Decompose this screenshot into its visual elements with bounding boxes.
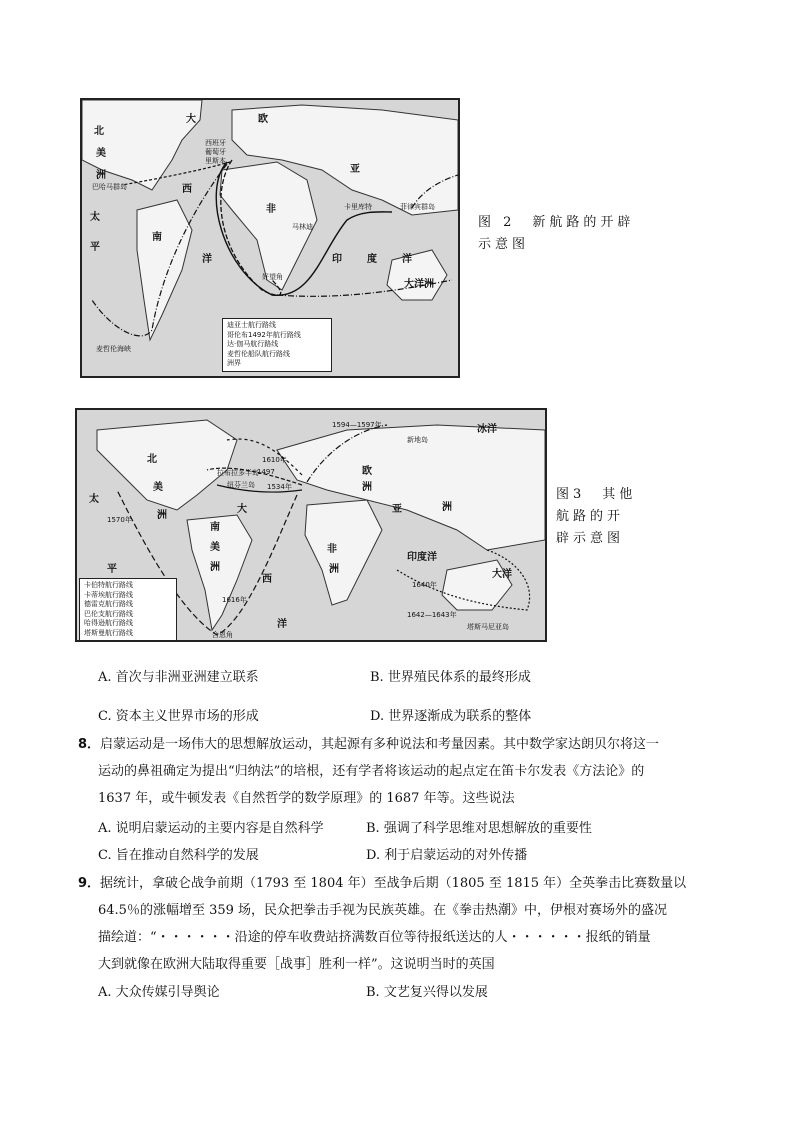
- q8-option-c[interactable]: C. 旨在推动自然科学的发展: [98, 848, 259, 863]
- map1-label-spain: 西班牙: [205, 139, 226, 147]
- map1-label-yang: 洋: [202, 254, 212, 265]
- q9-number: 9．: [78, 876, 101, 891]
- map2-label-y1594: 1594—1597年: [332, 421, 382, 429]
- q8-text-line3: 1637 年，或牛顿发表《自然哲学的数学原理》的 1687 年等。这些说法: [98, 791, 515, 806]
- map1-label-xi: 西: [182, 184, 192, 195]
- map1-label-north: 北: [94, 126, 104, 137]
- map2-legend-item: 卡伯特航行路线: [84, 581, 133, 589]
- map1-label-ping: 平: [90, 242, 100, 253]
- map1-label-philippines: 菲律宾群岛: [400, 203, 435, 211]
- q9-stem-line1: [78, 872, 686, 891]
- q7-option-a[interactable]: A. 首次与非洲亚洲建立联系: [98, 670, 259, 685]
- map2-caption-line2: 航路的开: [556, 509, 625, 524]
- map2-label-newfoundland: 纽芬兰岛: [227, 481, 255, 489]
- map1-caption-line2: 示意图: [478, 237, 530, 252]
- q8-option-a[interactable]: A. 说明启蒙运动的主要内容是自然科学: [98, 821, 324, 836]
- q9-option-b[interactable]: B. 文艺复兴得以发展: [366, 985, 488, 1000]
- map2-label-y1616: 1616年: [222, 596, 247, 604]
- map1-label-calicut: 卡里库特: [344, 203, 372, 211]
- map1-label-tai: 太: [90, 212, 100, 223]
- map2-legend-item: 巴伦支航行路线: [84, 609, 133, 618]
- q8-number: 8．: [78, 737, 101, 752]
- map1-label-da: 大: [186, 114, 196, 125]
- map2-label-bingyang: 冰洋: [477, 424, 497, 435]
- q9-text-line4: 大到就像在欧洲大陆取得重要［战事］胜利一样”。这说明当时的英国: [98, 957, 495, 972]
- map2-label-nan: 南: [210, 522, 220, 533]
- map2-label-y1497: 1497: [257, 468, 275, 476]
- q8-text-line2: 运动的鼻祖确定为提出“归纳法”的培根，还有学者将该运动的起点定在笛卡尔发表《方法论》的: [98, 764, 645, 779]
- map2-label-newland: 新地岛: [407, 436, 428, 444]
- map1-label-fei: 非: [266, 204, 276, 215]
- q7-option-b[interactable]: B. 世界殖民体系的最终形成: [370, 670, 531, 685]
- map2-label-zhou3: 洲: [442, 502, 452, 513]
- q8-text-line1: 启蒙运动是一场伟大的思想解放运动，其起源有多种说法和考量因素。其中数学家达朗贝尔将这一: [100, 737, 660, 752]
- map1-legend-item: 哥伦布1492年航行路线: [227, 330, 301, 339]
- map1-caption-line1: 图 2 新航路的开辟: [478, 215, 635, 230]
- map1-legend: [222, 318, 332, 372]
- map2-label-tasmania: 塔斯马尼亚岛: [467, 623, 509, 631]
- q9-text-line2: 64.5％的涨幅增至 359 场，民众把拳击手视为民族英雄。在《拳击热潮》中，伊根对赛场外的盛况: [98, 903, 668, 918]
- map1-legend-item: 达·伽马航行路线: [227, 340, 279, 348]
- map1-label-magellan: 麦哲伦海峡: [96, 345, 131, 353]
- map2-legend-item: 德雷克航行路线: [84, 600, 133, 608]
- map1-label-good-hope: 好望角: [262, 273, 283, 281]
- map1-label-portugal: 葡萄牙: [205, 148, 226, 156]
- q7-option-c[interactable]: C. 资本主义世界市场的形成: [98, 709, 259, 724]
- map2-label-y1610: 1610年: [262, 456, 287, 464]
- map2-label-zhou5: 洲: [210, 562, 220, 573]
- map1-label-nan: 南: [152, 232, 162, 243]
- map2-label-y1640: 1640年: [412, 581, 437, 589]
- map2-legend: [79, 578, 177, 641]
- map2-label-y1534: 1534年: [267, 483, 292, 491]
- map2-label-mei2: 美: [210, 542, 220, 553]
- map2-label-tai: 太: [89, 494, 99, 505]
- map2-label-ping: 平: [107, 564, 117, 575]
- q7-option-d[interactable]: D. 世界逐渐成为联系的整体: [370, 709, 532, 724]
- map2-label-y1642: 1642—1643年: [407, 611, 457, 619]
- map1-label-america: 美: [96, 148, 106, 159]
- map1-legend-item: 迪亚士航行路线: [227, 321, 276, 329]
- map2-label-zhou2: 洲: [362, 482, 372, 493]
- q9-option-a[interactable]: A. 大众传媒引导舆论: [98, 985, 220, 1000]
- q8-option-b[interactable]: B. 强调了科学思维对思想解放的重要性: [366, 821, 592, 836]
- map2-label-mei: 美: [153, 482, 163, 493]
- map2-label-yang: 洋: [277, 619, 287, 630]
- map1-label-dayang: 大洋洲: [404, 279, 434, 290]
- map2-caption-line3: 辟示意图: [556, 531, 625, 546]
- map1-legend-item: 麦哲伦船队航行路线: [227, 349, 290, 358]
- map2-label-da: 大: [237, 504, 247, 515]
- q9-text-line1: 据统计，拿破仑战争前期（1793 至 1804 年）至战争后期（1805 至 1815 年）全英拳击比赛数量以: [100, 876, 687, 891]
- map2-label-zhou4: 洲: [329, 564, 339, 575]
- map1-label-ya: 亚: [350, 164, 360, 175]
- map1-label-lisbon: 里斯本: [205, 157, 226, 165]
- map2-label-horn: 合恩角: [212, 631, 233, 639]
- map2-caption-line1: 图3 其他: [556, 487, 637, 502]
- map2-label-ya: 亚: [392, 504, 402, 515]
- map1-label-zhou: 洲: [96, 170, 106, 181]
- map2-label-zhou: 洲: [157, 510, 167, 521]
- map1-label-yang2: 洋: [402, 254, 412, 265]
- map2-label-xi: 西: [262, 574, 272, 585]
- map1-label-bahamas: 巴哈马群岛: [92, 183, 127, 191]
- q8-stem-line1: [78, 733, 659, 752]
- map1-legend-item: 洲界: [227, 359, 241, 367]
- map-new-sea-routes: [80, 98, 460, 378]
- map2-legend-item: 哈得逊航行路线: [84, 619, 133, 627]
- map1-label-ou: 欧: [258, 114, 268, 125]
- map2-label-labrador: 拉布拉多半岛: [217, 469, 259, 477]
- map2-label-yinduyang: 印度洋: [407, 552, 437, 563]
- map2-label-fei: 非: [327, 544, 337, 555]
- q8-option-d[interactable]: D. 利于启蒙运动的对外传播: [366, 848, 528, 863]
- q9-text-line3: 描绘道：“・・・・・・沿途的停车收费站挤满数百位等待报纸送达的人・・・・・・报纸的销量: [98, 930, 651, 945]
- map2-label-dayang: 大洋: [492, 569, 512, 580]
- map2-label-y1570: 1570年: [107, 516, 132, 524]
- map2-legend-item: 卡蒂埃航行路线: [84, 590, 133, 599]
- map2-legend-item: 塔斯曼航行路线: [84, 628, 133, 637]
- map2-label-ou: 欧: [362, 466, 372, 477]
- map1-label-yin: 印: [332, 254, 342, 265]
- map1-label-malindi: 马林迪: [292, 223, 313, 231]
- map2-label-north: 北: [147, 454, 157, 465]
- map1-label-du: 度: [367, 254, 377, 265]
- map-other-sea-routes: [75, 408, 547, 642]
